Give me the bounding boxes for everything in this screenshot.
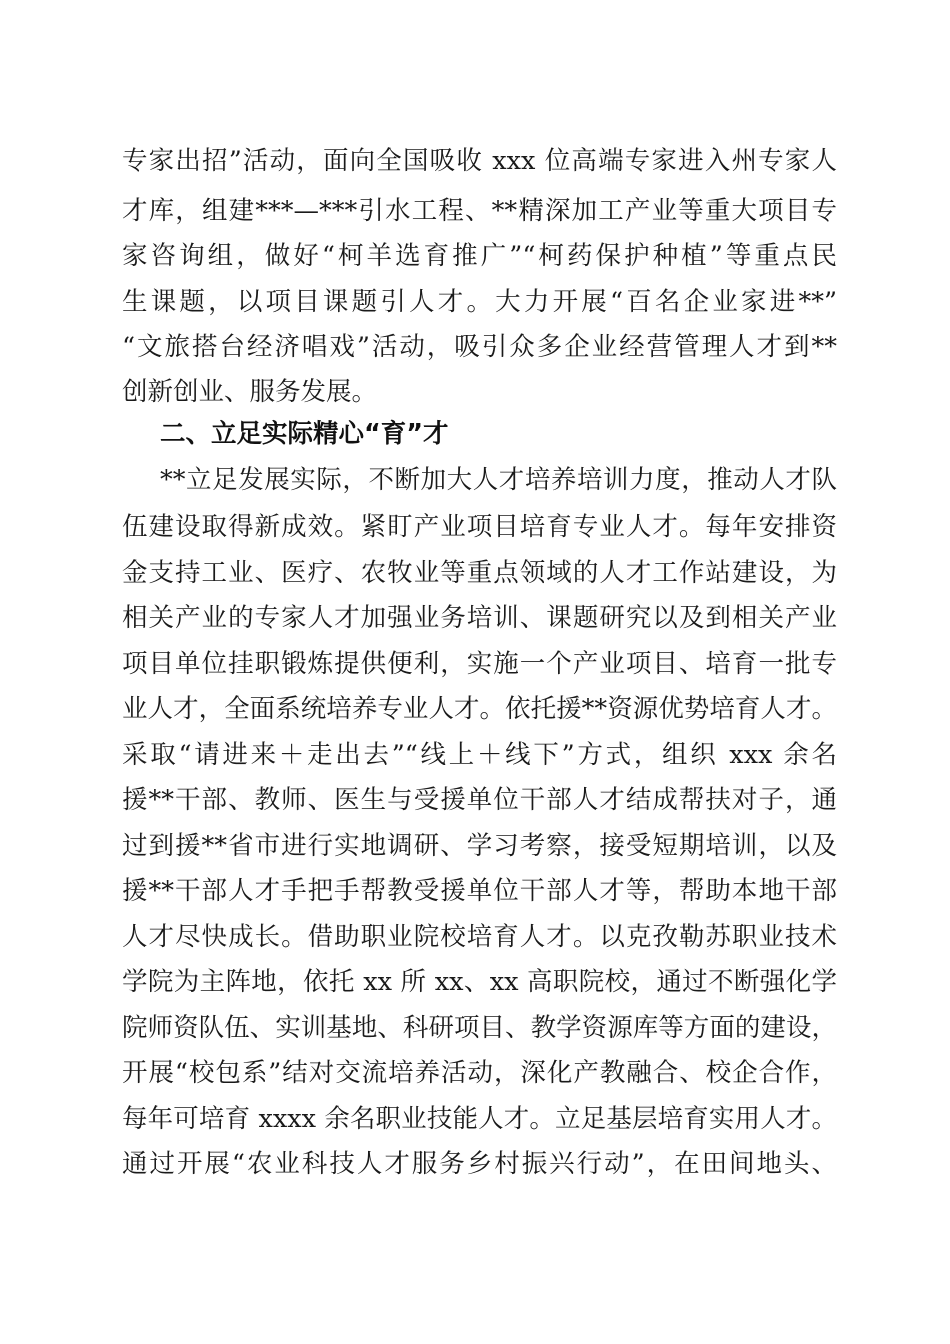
body-line: 过到援**省市进行实地调研、学习考察，接受短期培训，以及 [122, 831, 837, 861]
body-line: **立足发展实际，不断加大人才培养培训力度，推动人才队 [160, 465, 837, 495]
body-line: 每年可培育 xxxx 余名职业技能人才。立足基层培育实用人才。 [122, 1104, 837, 1134]
body-line: 伍建设取得新成效。紧盯产业项目培育专业人才。每年安排资 [122, 512, 837, 542]
body-line: 项目单位挂职锻炼提供便利，实施一个产业项目、培育一批专 [122, 649, 837, 679]
body-line: 创新创业、服务发展。 [122, 377, 378, 407]
body-line: 开展“校包系”结对交流培养活动，深化产教融合、校企合作， [122, 1058, 837, 1088]
section-heading: 二、立足实际精心“育”才 [160, 419, 449, 449]
body-line: 金支持工业、医疗、农牧业等重点领域的人才工作站建设，为 [122, 558, 837, 588]
body-line: 人才尽快成长。借助职业院校培育人才。以克孜勒苏职业技术 [122, 922, 837, 952]
body-line: “文旅搭台经济唱戏”活动，吸引众多企业经营管理人才到** [122, 332, 837, 362]
body-line: 业人才，全面系统培养专业人才。依托援**资源优势培育人才。 [122, 694, 837, 724]
body-line: 采取“请进来＋走出去”“线上＋线下”方式，组织 xxx 余名 [122, 740, 837, 770]
body-line: 家咨询组，做好“柯羊选育推广”“柯药保护种植”等重点民 [122, 241, 837, 271]
body-line: 学院为主阵地，依托 xx 所 xx、xx 高职院校，通过不断强化学 [122, 967, 837, 997]
body-line: 生课题，以项目课题引人才。大力开展“百名企业家进**” [122, 287, 837, 317]
body-line: 通过开展“农业科技人才服务乡村振兴行动”，在田间地头、 [122, 1149, 837, 1179]
body-line: 相关产业的专家人才加强业务培训、课题研究以及到相关产业 [122, 603, 837, 633]
body-line: 援**干部、教师、医生与受援单位干部人才结成帮扶对子，通 [122, 785, 837, 815]
body-line: 专家出招”活动，面向全国吸收 xxx 位高端专家进入州专家人 [122, 146, 837, 176]
body-line: 院师资队伍、实训基地、科研项目、教学资源库等方面的建设， [122, 1013, 837, 1043]
body-line: 援**干部人才手把手帮教受援单位干部人才等，帮助本地干部 [122, 876, 837, 906]
body-line: 才库，组建***—***引水工程、**精深加工产业等重大项目专 [122, 196, 837, 226]
